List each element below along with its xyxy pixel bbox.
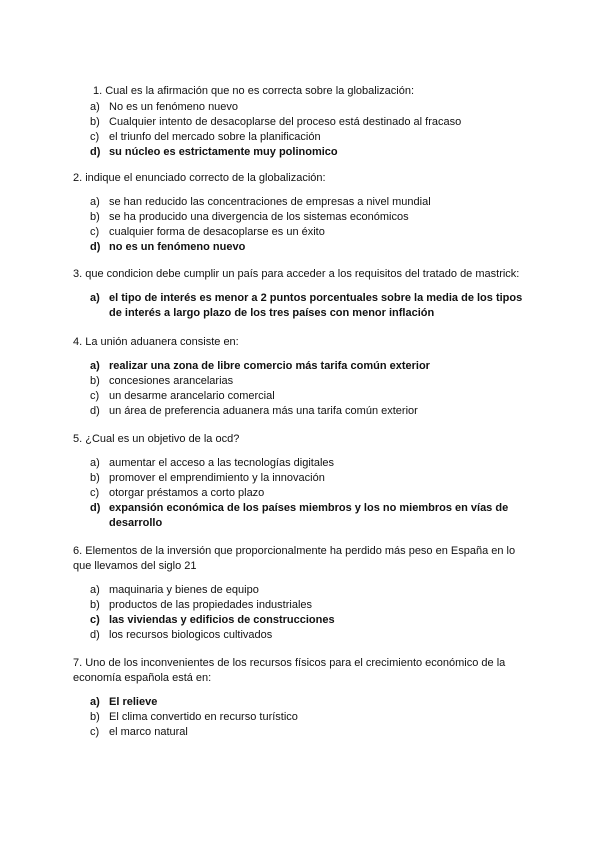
option-d: d) un área de preferencia aduanera más una tarifa común exterior — [90, 405, 418, 417]
option-b: b) El clima convertido en recurso turístico — [90, 711, 298, 723]
question-4 — [73, 335, 533, 419]
options-list — [73, 195, 533, 255]
question-3 — [73, 267, 533, 321]
question-2 — [73, 171, 533, 255]
question-stem: 6. Elementos de la inversión que proporcionalmente ha perdido más peso en España en lo que llevamos del siglo 21 — [73, 545, 516, 572]
option-a-correct: a) el tipo de interés es menor a 2 puntos porcentuales sobre la media de los tipos de interés a largo plazo de los tres países con menor inflación — [90, 292, 523, 319]
option-a: a) maquinaria y bienes de equipo — [90, 584, 259, 596]
option-c: c) un desarme arancelario comercial — [90, 390, 275, 402]
question-stem: 1. Cual es la afirmación que no es correcta sobre la globalización: — [93, 85, 415, 97]
question-stem: 3. que condicion debe cumplir un país para acceder a los requisitos del tratado de mastrick: — [73, 268, 520, 280]
option-d-correct: d) no es un fenómeno nuevo — [90, 241, 246, 253]
question-stem: 2. indique el enunciado correcto de la globalización: — [73, 172, 326, 184]
options-list — [73, 100, 533, 160]
options-list — [73, 291, 533, 321]
option-c: c) cualquier forma de desacoplarse es un éxito — [90, 226, 325, 238]
options-list — [73, 456, 533, 531]
question-6 — [73, 544, 533, 643]
option-b: b) Cualquier intento de desacoplarse del proceso está destinado al fracaso — [90, 116, 462, 128]
options-list — [73, 359, 533, 419]
option-d-correct: d) expansión económica de los países miembros y los no miembros en vías de desarrollo — [90, 502, 509, 529]
option-a-correct: a) El relieve — [90, 696, 158, 708]
options-list — [73, 583, 533, 643]
option-b: b) concesiones arancelarias — [90, 375, 234, 387]
option-a: a) No es un fenómeno nuevo — [90, 101, 239, 113]
question-7 — [73, 656, 533, 740]
option-b: b) se ha producido una divergencia de los sistemas económicos — [90, 211, 409, 223]
option-a: a) aumentar el acceso a las tecnologías digitales — [90, 457, 335, 469]
option-b: b) promover el emprendimiento y la innovación — [90, 472, 325, 484]
question-stem: 7. Uno de los inconvenientes de los recursos físicos para el crecimiento económico de la economía española está en: — [73, 657, 506, 684]
option-c: c) el marco natural — [90, 726, 188, 738]
option-a: a) se han reducido las concentraciones de empresas a nivel mundial — [90, 196, 431, 208]
options-list — [73, 695, 533, 740]
option-c: c) el triunfo del mercado sobre la planificación — [90, 131, 321, 143]
option-a-correct: a) realizar una zona de libre comercio más tarifa común exterior — [90, 360, 430, 372]
option-c: c) otorgar préstamos a corto plazo — [90, 487, 265, 499]
option-c-correct: c) las viviendas y edificios de construcciones — [90, 614, 335, 626]
option-d-correct: d) su núcleo es estrictamente muy polinomico — [90, 146, 338, 158]
question-5 — [73, 432, 533, 531]
option-d: d) los recursos biologicos cultivados — [90, 629, 273, 641]
question-stem: 5. ¿Cual es un objetivo de la ocd? — [73, 433, 240, 445]
question-1 — [73, 84, 533, 160]
option-b: b) productos de las propiedades industriales — [90, 599, 313, 611]
question-stem: 4. La unión aduanera consiste en: — [73, 336, 239, 348]
